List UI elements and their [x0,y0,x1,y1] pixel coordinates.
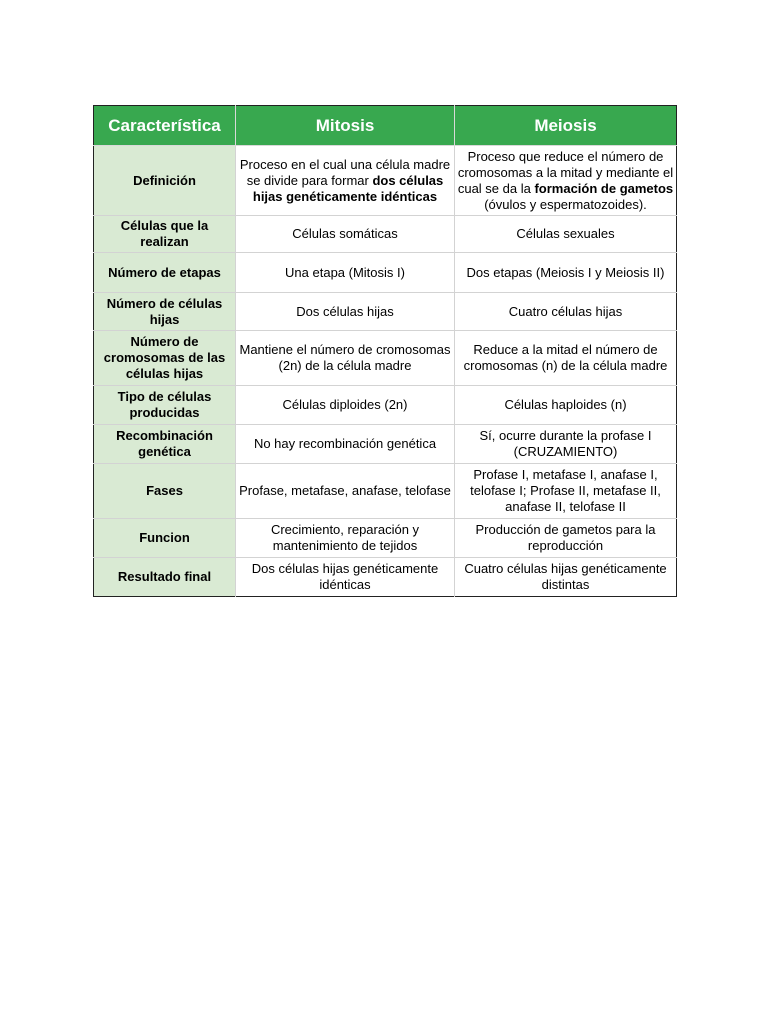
cell-text: Proceso en el cual una célula madre se divide para formar [239,156,451,188]
row-label: Tipo de células producidas [94,386,236,425]
row-label: Número de cromosomas de las células hijas [94,331,236,386]
table-row [94,253,677,293]
table-row [94,519,677,558]
cell-mitosis: Células somáticas [236,216,455,253]
row-definicion [94,146,677,216]
cell-mitosis: No hay recombinación genética [236,425,455,464]
cell-meiosis: Células sexuales [455,216,677,253]
header-meiosis: Meiosis [455,106,677,146]
table-row [94,386,677,425]
cell-bold-text: dos células hijas genéticamente idénticas [252,172,444,204]
row-label: Células que la realizan [94,216,236,253]
row-label: Funcion [94,519,236,558]
table-row [94,331,677,386]
cell-meiosis: Cuatro células hijas [455,293,677,331]
cell-meiosis: Producción de gametos para la reproducción [455,519,677,558]
cell-mitosis: Dos células hijas genéticamente idénticas [236,558,455,597]
header-row [94,106,677,146]
cell-mitosis: Una etapa (Mitosis I) [236,253,455,293]
table-row [94,216,677,253]
cell-mitosis: Células diploides (2n) [236,386,455,425]
table-row [94,293,677,331]
cell-mitosis: Crecimiento, reparación y mantenimiento de tejidos [236,519,455,558]
cell-bold-text: formación de gametos [534,180,674,196]
cell-mitosis [236,146,455,216]
header-mitosis: Mitosis [236,106,455,146]
row-label: Número de células hijas [94,293,236,331]
cell-mitosis: Dos células hijas [236,293,455,331]
row-label: Resultado final [94,558,236,597]
cell-mitosis: Profase, metafase, anafase, telofase [236,464,455,519]
row-label: Fases [94,464,236,519]
row-label: Recombinación genética [94,425,236,464]
cell-meiosis: Dos etapas (Meiosis I y Meiosis II) [455,253,677,293]
row-label: Número de etapas [94,253,236,293]
cell-meiosis: Células haploides (n) [455,386,677,425]
cell-text: Proceso que reduce el número de cromosomas a la mitad y mediante el cual se da la [457,148,674,196]
cell-text: (óvulos y espermatozoides). [484,196,647,212]
cell-meiosis: Reduce a la mitad el número de cromosomas (n) de la célula madre [455,331,677,386]
cell-meiosis: Profase I, metafase I, anafase I, telofase I; Profase II, metafase II, anafase II, telofase II [455,464,677,519]
table-row [94,464,677,519]
table-row [94,425,677,464]
cell-mitosis: Mantiene el número de cromosomas (2n) de la célula madre [236,331,455,386]
table-row [94,558,677,597]
cell-meiosis [455,146,677,216]
cell-meiosis: Cuatro células hijas genéticamente distintas [455,558,677,597]
comparison-table [93,105,677,597]
row-label: Definición [94,146,236,216]
header-caracteristica: Característica [94,106,236,146]
cell-meiosis: Sí, ocurre durante la profase I (CRUZAMIENTO) [455,425,677,464]
